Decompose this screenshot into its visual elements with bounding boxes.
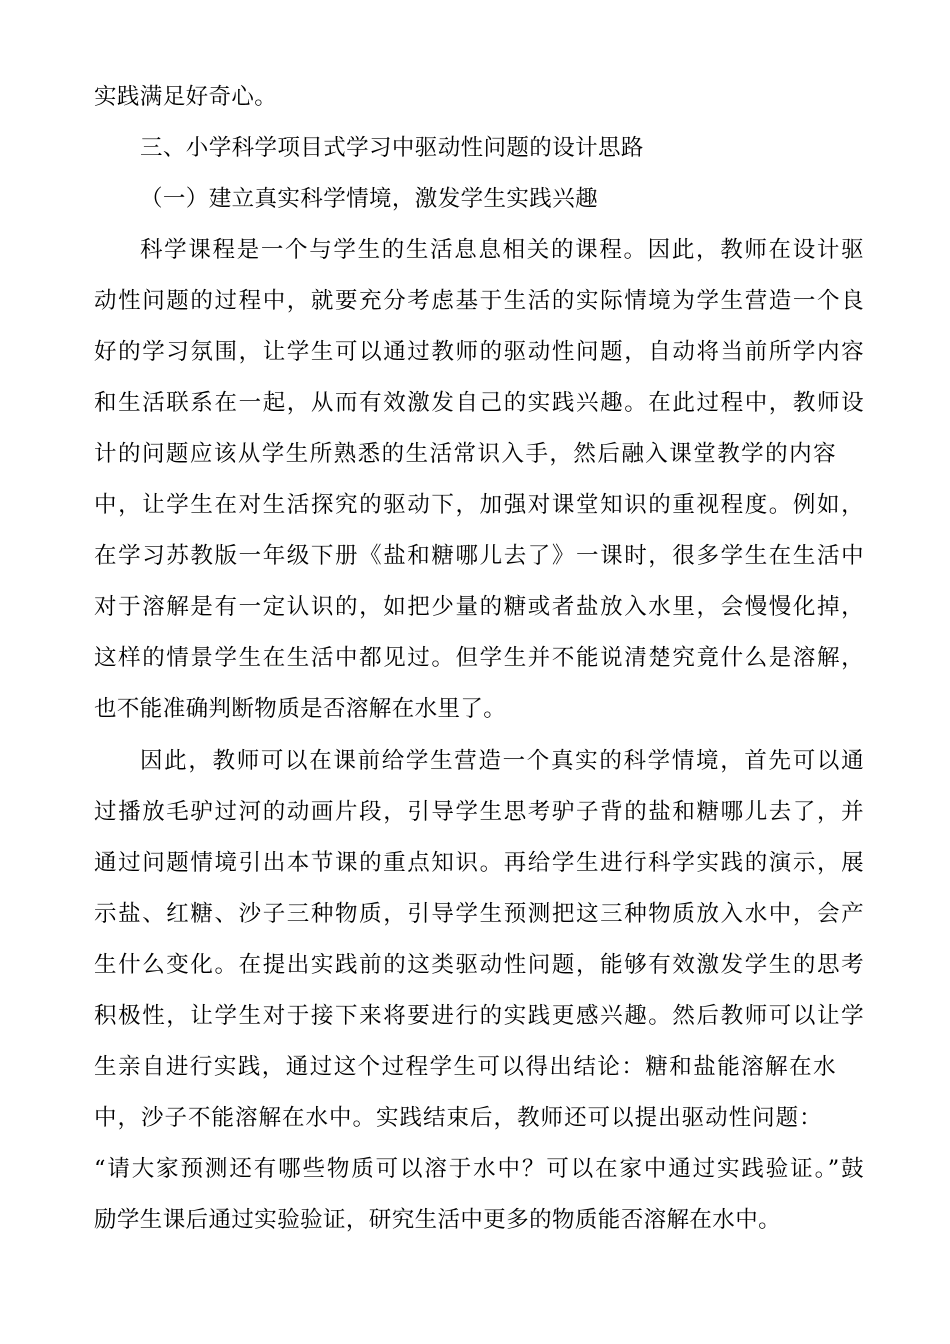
paragraph-1-line-3: 好的学习氛围，让学生可以通过教师的驱动性问题，自动将当前所学内容 [94, 339, 864, 365]
paragraph-2-line-4: 示盐、红糖、沙子三种物质，引导学生预测把这三种物质放入水中，会产 [94, 901, 864, 927]
paragraph-1-line-9: 这样的情景学生在生活中都见过。但学生并不能说清楚究竟什么是溶解， [94, 645, 864, 671]
paragraph-1-line-8: 对于溶解是有一定认识的，如把少量的糖或者盐放入水里，会慢慢化掉， [94, 594, 864, 620]
paragraph-2-line-10: 励学生课后通过实验验证，研究生活中更多的物质能否溶解在水中。 [94, 1207, 782, 1233]
paragraph-1-line-2: 动性问题的过程中，就要充分考虑基于生活的实际情境为学生营造一个良 [94, 288, 864, 314]
paragraph-1-line-4: 和生活联系在一起，从而有效激发自己的实践兴趣。在此过程中，教师设 [94, 390, 864, 416]
paragraph-2-line-2: 过播放毛驴过河的动画片段，引导学生思考驴子背的盐和糖哪儿去了，并 [94, 799, 864, 825]
paragraph-2-line-5: 生什么变化。在提出实践前的这类驱动性问题，能够有效激发学生的思考 [94, 952, 864, 978]
paragraph-2-line-8: 中，沙子不能溶解在水中。实践结束后，教师还可以提出驱动性问题： [94, 1105, 822, 1131]
text-line-continuation: 实践满足好奇心。 [94, 84, 278, 110]
paragraph-2-line-7: 生亲自进行实践，通过这个过程学生可以得出结论：糖和盐能溶解在水 [94, 1054, 836, 1080]
subsection-heading: （一）建立真实科学情境，激发学生实践兴趣 [140, 186, 599, 212]
paragraph-1-line-6: 中，让学生在对生活探究的驱动下，加强对课堂知识的重视程度。例如， [94, 492, 864, 518]
paragraph-2-line-1: 因此，教师可以在课前给学生营造一个真实的科学情境，首先可以通 [140, 748, 864, 774]
paragraph-2-line-9: “请大家预测还有哪些物质可以溶于水中？可以在家中通过实践验证。”鼓 [94, 1156, 864, 1182]
paragraph-1-line-1: 科学课程是一个与学生的生活息息相关的课程。因此，教师在设计驱 [140, 237, 864, 263]
section-heading: 三、小学科学项目式学习中驱动性问题的设计思路 [140, 135, 644, 161]
paragraph-1-line-5: 计的问题应该从学生所熟悉的生活常识入手，然后融入课堂教学的内容 [94, 441, 836, 467]
paragraph-2-line-6: 积极性，让学生对于接下来将要进行的实践更感兴趣。然后教师可以让学 [94, 1003, 864, 1029]
paragraph-1-line-10: 也不能准确判断物质是否溶解在水里了。 [94, 696, 507, 722]
paragraph-2-line-3: 通过问题情境引出本节课的重点知识。再给学生进行科学实践的演示，展 [94, 850, 864, 876]
paragraph-1-line-7: 在学习苏教版一年级下册《盐和糖哪儿去了》一课时，很多学生在生活中 [94, 543, 864, 569]
